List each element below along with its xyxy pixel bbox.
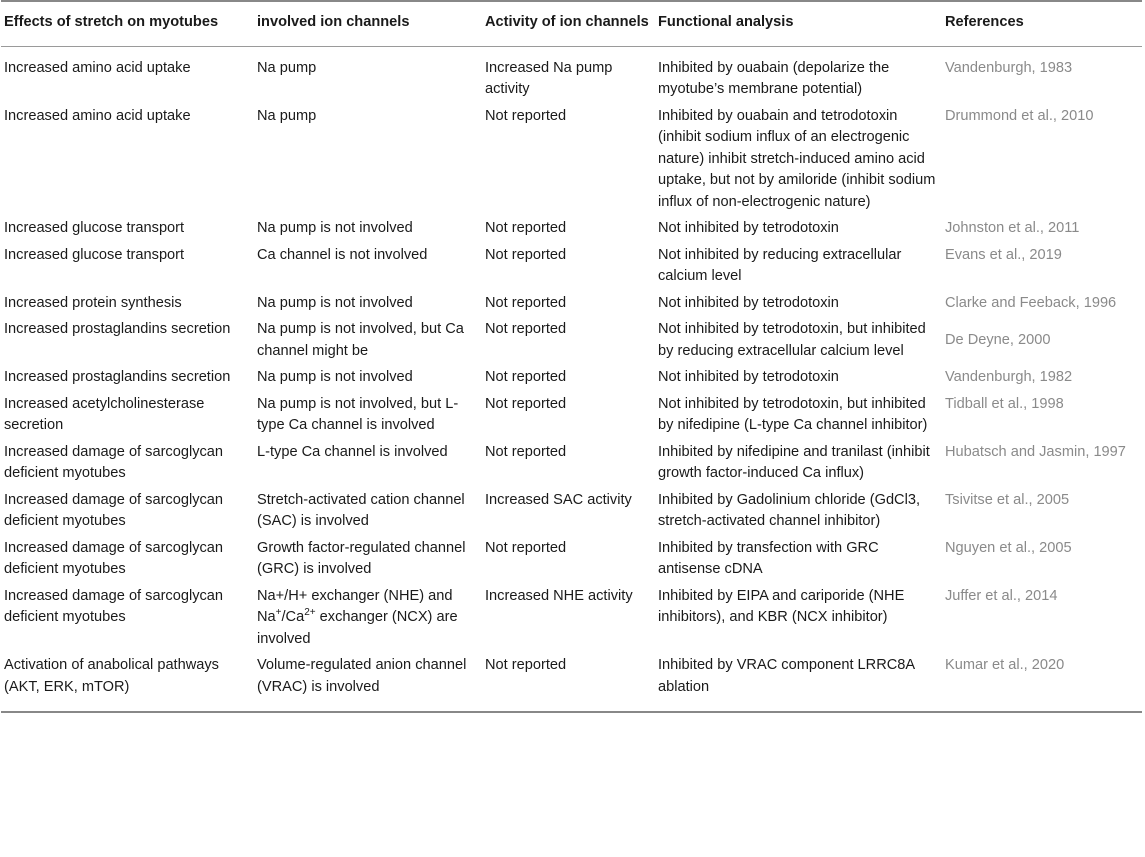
superscript-plus: + (275, 607, 282, 619)
cell-channels: Na pump is not involved, but Ca channel might be (257, 321, 464, 359)
cell-reference: Drummond et al., 2010 (945, 107, 1094, 124)
table-header (1, 1, 1142, 46)
cell-channels: Ca channel is not involved (257, 246, 428, 263)
cell-channels: Stretch-activated cation channel (SAC) is involved (257, 491, 465, 529)
cell-reference: Tsivitse et al., 2005 (945, 491, 1070, 508)
table-row (1, 316, 1142, 364)
cell-reference: Kumar et al., 2020 (942, 652, 1142, 712)
superscript-2plus: 2+ (304, 607, 316, 619)
cell-channels: Volume-regulated anion channel (VRAC) is involved (254, 652, 482, 712)
cell-reference: Tidball et al., 1998 (945, 395, 1064, 412)
cell-reference: Nguyen et al., 2005 (945, 539, 1072, 556)
cell-effect: Increased prostaglandins secretion (4, 369, 231, 385)
cell-channels: Na pump (257, 59, 317, 76)
cell-effect: Increased damage of sarcoglycan deficient myotubes (4, 491, 224, 529)
cell-analysis: Not inhibited by tetrodotoxin (658, 294, 839, 311)
channels-text-part: /Ca (281, 609, 305, 625)
table-row (1, 290, 1142, 317)
table-row (1, 439, 1142, 487)
cell-effect: Increased damage of sarcoglycan deficient myotubes (4, 539, 224, 577)
cell-effect: Increased glucose transport (4, 220, 185, 236)
channels-text-part: Na+/H+ exchanger (NHE) and Na (257, 587, 453, 625)
cell-analysis: Inhibited by ouabain and tetrodotoxin (inhibit sodium influx of an electrogenic nature) inhibit stretch-induced amino acid uptake, but not by amiloride (inhibit sodium influx of non-electrogenic nature) (658, 107, 936, 210)
table-row (1, 583, 1142, 653)
cell-reference: Clarke and Feeback, 1996 (945, 294, 1117, 311)
table-body (1, 46, 1142, 712)
cell-analysis: Not inhibited by tetrodotoxin, but inhibited by reducing extracellular calcium level (658, 321, 926, 359)
cell-activity: Not reported (482, 652, 655, 712)
cell-activity: Increased SAC activity (485, 491, 632, 508)
cell-analysis: Not inhibited by tetrodotoxin, but inhibited by nifedipine (L-type Ca channel inhibitor) (658, 395, 928, 433)
cell-activity: Increased Na pump activity (485, 59, 613, 97)
cell-activity: Not reported (485, 294, 567, 311)
cell-channels: Na pump is not involved (257, 369, 413, 385)
header-analysis: Functional analysis (655, 1, 942, 46)
cell-channels (254, 583, 482, 653)
cell-channels: Na pump is not involved (257, 294, 413, 311)
cell-channels: Na pump (257, 107, 317, 124)
table-row (1, 535, 1142, 583)
cell-effect: Increased glucose transport (4, 246, 185, 263)
cell-analysis: Inhibited by EIPA and cariporide (NHE inhibitors), and KBR (NCX inhibitor) (658, 587, 905, 625)
header-row (1, 1, 1142, 46)
cell-effect: Increased prostaglandins secretion (4, 321, 231, 337)
table-row (1, 364, 1142, 391)
header-effects: Effects of stretch on myotubes (1, 1, 254, 46)
cell-effect: Activation of anabolical pathways (AKT, ERK, mTOR) (1, 652, 254, 712)
cell-analysis: Not inhibited by tetrodotoxin (658, 369, 839, 385)
cell-analysis: Not inhibited by tetrodotoxin (658, 220, 839, 236)
cell-effect: Increased damage of sarcoglycan deficient myotubes (4, 587, 224, 625)
cell-channels: Na pump is not involved, but L-type Ca channel is involved (257, 395, 459, 433)
table-row (1, 215, 1142, 242)
cell-effect: Increased acetylcholinesterase secretion (4, 395, 205, 433)
cell-analysis: Inhibited by ouabain (depolarize the myotube’s membrane potential) (658, 59, 890, 97)
cell-activity: Not reported (485, 107, 567, 124)
cell-activity: Increased NHE activity (485, 587, 633, 604)
cell-activity: Not reported (485, 443, 567, 460)
cell-reference: Johnston et al., 2011 (945, 220, 1080, 236)
table-row (1, 103, 1142, 216)
cell-channels: L-type Ca channel is involved (257, 443, 448, 460)
cell-channels: Growth factor-regulated channel (GRC) is involved (257, 539, 466, 577)
cell-reference: Juffer et al., 2014 (945, 587, 1058, 604)
channels-text-part: exchanger (NCX) are involved (257, 609, 458, 647)
cell-analysis: Inhibited by nifedipine and tranilast (inhibit growth factor-induced Ca influx) (658, 443, 930, 481)
table-row (1, 652, 1142, 712)
cell-reference: Vandenburgh, 1983 (945, 59, 1073, 76)
table-row (1, 46, 1142, 103)
cell-effect: Increased amino acid uptake (4, 107, 191, 124)
cell-effect: Increased damage of sarcoglycan deficient myotubes (4, 443, 224, 481)
header-references: References (942, 1, 1142, 46)
cell-reference: Hubatsch and Jasmin, 1997 (945, 443, 1126, 460)
cell-activity: Not reported (485, 321, 567, 337)
cell-reference: Vandenburgh, 1982 (945, 369, 1073, 385)
cell-reference: Evans et al., 2019 (945, 246, 1062, 263)
cell-activity: Not reported (485, 395, 567, 412)
cell-activity: Not reported (485, 539, 567, 556)
cell-effect: Increased amino acid uptake (4, 59, 191, 76)
table-row (1, 487, 1142, 535)
cell-effect: Increased protein synthesis (4, 294, 182, 311)
cell-activity: Not reported (485, 369, 567, 385)
cell-analysis: Inhibited by Gadolinium chloride (GdCl3, stretch-activated channel inhibitor) (658, 491, 921, 529)
header-channels: involved ion channels (254, 1, 482, 46)
cell-reference: De Deyne, 2000 (945, 331, 1051, 348)
cell-analysis: Inhibited by VRAC component LRRC8A ablation (655, 652, 942, 712)
table-row (1, 242, 1142, 290)
cell-activity: Not reported (485, 246, 567, 263)
cell-channels: Na pump is not involved (257, 220, 413, 236)
table-row (1, 391, 1142, 439)
header-activity: Activity of ion channels (482, 1, 655, 46)
cell-analysis: Not inhibited by reducing extracellular calcium level (658, 246, 902, 284)
ion-channel-table (1, 0, 1142, 713)
cell-analysis: Inhibited by transfection with GRC antisense cDNA (658, 539, 879, 577)
cell-activity: Not reported (485, 220, 567, 236)
